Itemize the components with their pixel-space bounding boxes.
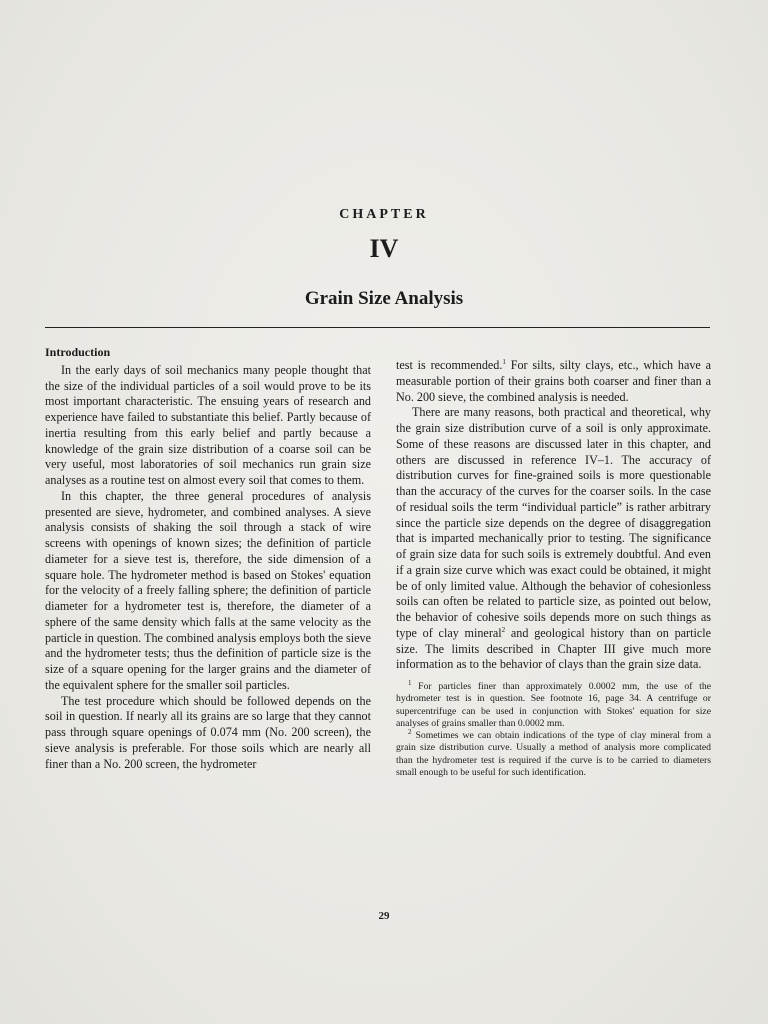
title-rule — [45, 327, 710, 328]
footnote-mark: 1 — [408, 678, 412, 687]
footnote-ref: 1 — [502, 357, 506, 366]
footnote-ref: 2 — [501, 625, 506, 634]
paragraph: In this chapter, the three general procedures of analysis presented are sieve, hydrometer, and combined analyses. A sieve analysis consists of shaking the soil through a stack of wire screens with openings of known sizes; the definition of particle diameter for a sieve test is, therefore, the side dimension of a square hole. The hydrometer method is based on Stokes' equation for the velocity of a freely falling sphere; the definition of particle diameter for a hydrometer test is, therefore, the diameter of a sphere of the same density which falls at the same velocity as the particle in question. The combined analysis employs both the sieve and the hydrometer tests; thus the definition of particle size is the size of a square opening for the larger grains and the diameter of the equivalent sphere for the smaller soil particles. — [45, 488, 371, 692]
right-column — [396, 358, 711, 779]
paragraph-text: and geological history than on particle size. The limits described in Chapter III give much more information as to the behavior of clays than the grain size data. — [396, 625, 711, 672]
chapter-title: Grain Size Analysis — [304, 288, 464, 309]
footnotes — [396, 678, 711, 779]
chapter-number: IV — [369, 234, 399, 263]
footnote-mark: 2 — [408, 727, 412, 736]
paragraph: The test procedure which should be followed depends on the soil in question. If nearly all its grains are so large that they cannot pass through square openings of 0.074 mm (No. 200 screen), the sieve analysis is preferable. For those soils which are nearly all finer than a No. 200 screen, the hydrometer — [45, 693, 371, 771]
paragraph-text: There are many reasons, both practical and theoretical, why the grain size distribution curve of a soil is only approximate. Some of these reasons are discussed later in this chapter, and others are discussed in reference IV–1. The accuracy of distribution curves for fine-grained soils is more questionable than the accuracy of the curves for the coarser soils. In the case of residual soils the term “individual particle” is rather arbitrary since the particle size depends on the degree of disaggregation that is imparted mechanically prior to testing. The significance of grain size data for such soils is extremely doubtful. And even if a grain size curve which was exact could be obtained, it might be of only limited value. Although the behavior of cohesionless soils can often be related to particle size, as pointed out below, the behavior of cohesive soils depends more on such things as type of clay mineral — [396, 405, 711, 640]
footnote — [396, 727, 711, 779]
paragraph — [396, 358, 711, 405]
chapter-label: CHAPTER — [339, 207, 429, 222]
page-number: 29 — [378, 910, 390, 922]
footnote-text: For particles finer than approximately 0.0002 mm, the use of the hydrometer test is in question. See footnote 16, page 34. A centrifuge or supercentrifuge can be used in conjunction with Stokes' equation for size analyses of grains smaller than 0.0002 mm. — [396, 681, 711, 729]
section-heading: Introduction — [45, 345, 111, 359]
footnote — [396, 678, 711, 730]
paragraph-text: test is recommended. — [396, 358, 503, 372]
paragraph-text: For silts, silty clays, etc., which have a measurable portion of their grains both coarser and finer than a No. 200 sieve, the combined analysis is needed. — [396, 358, 712, 404]
paragraph: In the early days of soil mechanics many people thought that the size of the individual particles of a soil would prove to be its most important characteristic. The ensuing years of research and experience have failed to substantiate this belief. Partly because of inertia resulting from this early belief and partly because a knowledge of the grain size distribution of a coarse soil can be very useful, most laboratories of soil mechanics run grain size analyses as a routine test on almost every soil that comes to them. — [45, 362, 371, 487]
paragraph — [396, 405, 711, 673]
footnote-text: Sometimes we can obtain indications of the type of clay mineral from a grain size distribution curve. Usually a method of analysis more complicated than the hydrometer test is required if the curve is to be carried to diameters small enough to be useful for such identification. — [396, 730, 711, 779]
left-column — [45, 345, 371, 772]
